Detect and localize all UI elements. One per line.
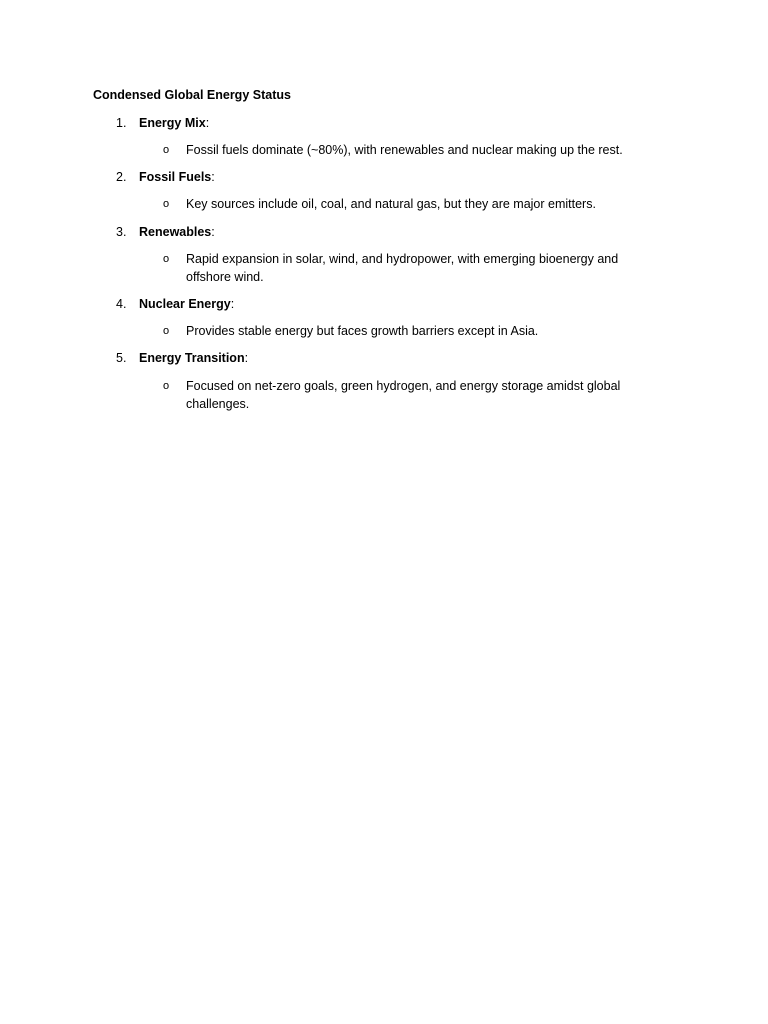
sub-bullet-icon: o — [163, 325, 170, 337]
list-item-number: 3. — [116, 225, 127, 239]
sub-item-text: Provides stable energy but faces growth barriers except in Asia. — [186, 324, 539, 338]
list-item-number: 1. — [116, 116, 127, 130]
list-item-heading — [139, 169, 215, 186]
list-item-colon: : — [211, 170, 215, 184]
list-item-number: 4. — [116, 297, 127, 311]
list-item-colon: : — [211, 225, 215, 239]
sub-item-text: Focused on net-zero goals, green hydrogen, and energy storage amidst global challenges. — [186, 379, 621, 411]
list-item-heading-text: Energy Mix — [139, 116, 206, 130]
list-item-heading — [139, 224, 215, 241]
list-item-heading — [139, 350, 248, 367]
sub-bullet-icon: o — [163, 144, 170, 156]
list-item-heading-text: Renewables — [139, 225, 212, 239]
list-item-heading-text: Nuclear Energy — [139, 297, 231, 311]
list-item-heading — [139, 115, 209, 132]
list-item-colon: : — [230, 297, 235, 311]
list-item-colon: : — [244, 351, 249, 365]
list-item-heading-text: Fossil Fuels — [139, 170, 212, 184]
sub-item-text: Key sources include oil, coal, and natural gas, but they are major emitters. — [186, 197, 596, 211]
list-item-colon: : — [205, 116, 210, 130]
list-item-heading — [139, 296, 234, 313]
sub-bullet-icon: o — [163, 198, 170, 210]
sub-bullet-icon: o — [163, 380, 170, 392]
sub-item-text: Rapid expansion in solar, wind, and hydropower, with emerging bioenergy and offshore wind. — [186, 252, 619, 284]
list-item-heading-text: Energy Transition — [139, 351, 245, 365]
sub-bullet-icon: o — [163, 253, 170, 265]
list-item-number: 5. — [116, 351, 127, 365]
document-title: Condensed Global Energy Status — [93, 88, 291, 102]
sub-item-text: Fossil fuels dominate (~80%), with renewables and nuclear making up the rest. — [186, 143, 623, 157]
list-item-number: 2. — [116, 170, 127, 184]
